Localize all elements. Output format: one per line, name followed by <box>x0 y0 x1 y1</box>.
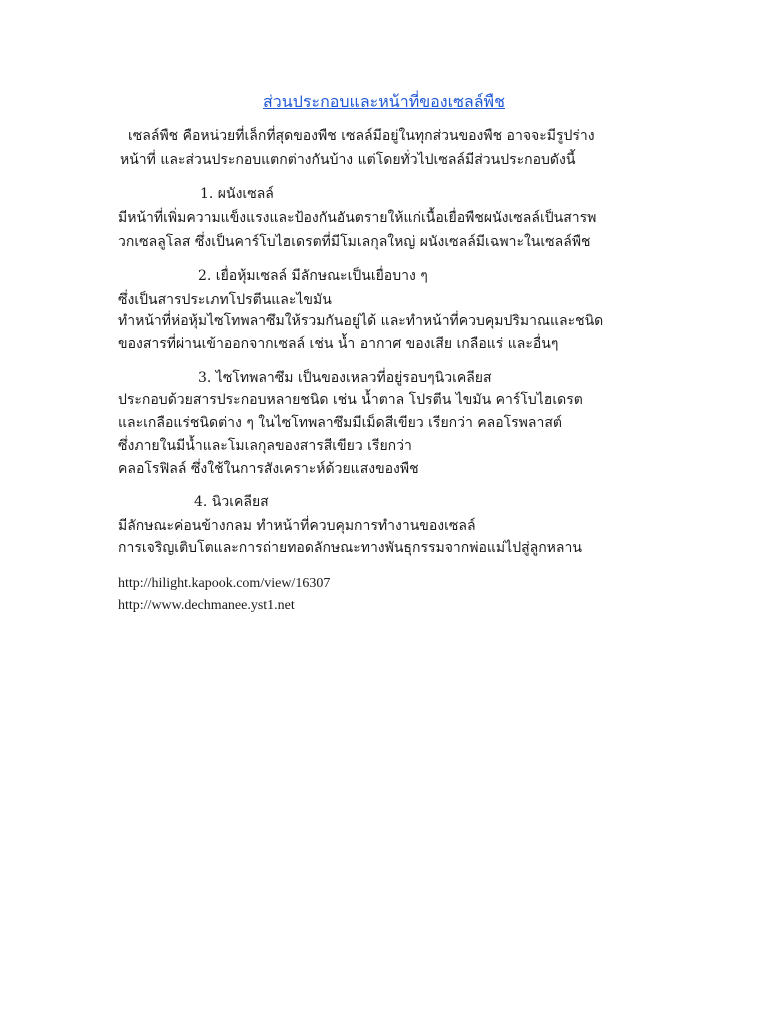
section-2-line-2: ทำหน้าที่ห่อหุ้มไซโทพลาซึมให้รวมกันอยู่ได้ และทำหน้าที่ควบคุมปริมาณและชนิด <box>118 313 604 329</box>
section-2-line-1: ซึ่งเป็นสารประเภทโปรตีนและไขมัน <box>118 292 332 308</box>
section-4-line-2: การเจริญเติบโตและการถ่ายทอดลักษณะทางพันธุกรรมจากพ่อแม่ไปสู่ลูกหลาน <box>118 540 582 556</box>
section-3-line-1: ประกอบด้วยสารประกอบหลายชนิด เช่น น้ำตาล โปรตีน ไขมัน คาร์โบไฮเดรต <box>118 392 583 408</box>
document-title: ส่วนประกอบและหน้าที่ของเซลล์พืช <box>263 92 505 111</box>
reference-link-2[interactable]: http://www.dechmanee.yst1.net <box>118 598 295 613</box>
section-1-line-2: วกเซลลูโลส ซึ่งเป็นคาร์โบไฮเดรตที่มีโมเลกุลใหญ่ ผนังเซลล์มีเฉพาะในเซลล์พืช <box>118 234 591 250</box>
intro-line-2: หน้าที่ และส่วนประกอบแตกต่างกันบ้าง แต่โดยทั่วไปเซลล์มีส่วนประกอบดังนี้ <box>120 152 576 168</box>
section-3-line-3: ซึ่งภายในมีน้ำและโมเลกุลของสารสีเขียว เรียกว่า <box>118 438 412 454</box>
section-1-line-1: มีหน้าที่เพิ่มความแข็งแรงและป้องกันอันตรายให้แก่เนื้อเยื่อพืชผนังเซลล์เป็นสารพ <box>118 210 597 226</box>
intro-line-1: เซลล์พืช คือหน่วยที่เล็กที่สุดของพืช เซลล์มีอยู่ในทุกส่วนของพืช อาจจะมีรูปร่าง <box>128 128 595 144</box>
section-2-heading: 2. เยื่อหุ้มเซลล์ มีลักษณะเป็นเยื่อบาง ๆ <box>198 268 428 284</box>
section-3-line-4: คลอโรฟิลล์ ซึ่งใช้ในการสังเคราะห์ด้วยแสงของพืช <box>118 461 419 477</box>
section-2-line-3: ของสารที่ผ่านเข้าออกจากเซลล์ เช่น น้ำ อากาศ ของเสีย เกลือแร่ และอื่นๆ <box>118 336 559 352</box>
section-4-heading: 4. นิวเคลียส <box>194 494 269 510</box>
section-1-heading: 1. ผนังเซลล์ <box>200 186 274 202</box>
reference-link-1[interactable]: http://hilight.kapook.com/view/16307 <box>118 576 331 591</box>
section-4-line-1: มีลักษณะค่อนข้างกลม ทำหน้าที่ควบคุมการทำงานของเซลล์ <box>118 518 476 534</box>
section-3-heading: 3. ไซโทพลาซึม เป็นของเหลวที่อยู่รอบๆนิวเคลียส <box>198 370 492 386</box>
section-3-line-2: และเกลือแร่ชนิดต่าง ๆ ในไซโทพลาซึมมีเม็ดสีเขียว เรียกว่า คลอโรพลาสต์ <box>118 415 562 431</box>
